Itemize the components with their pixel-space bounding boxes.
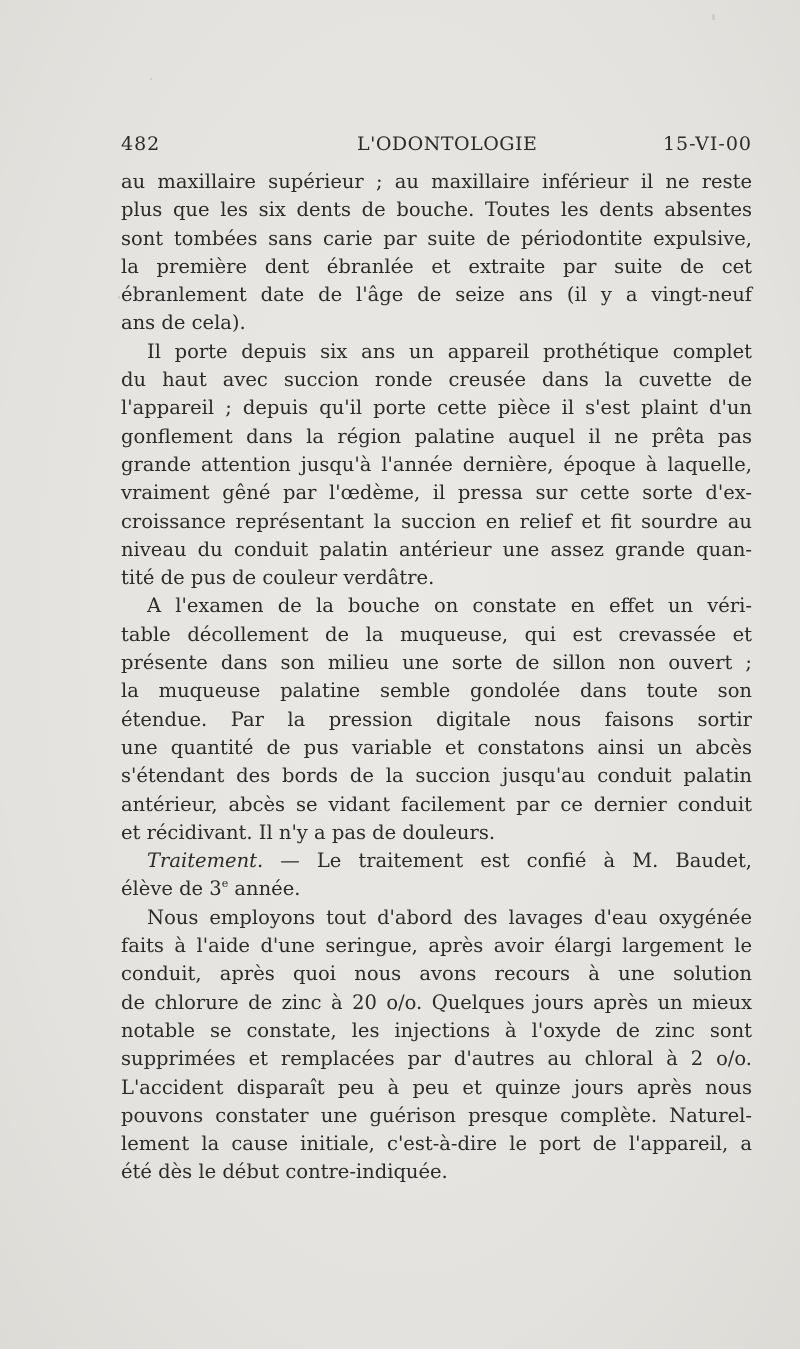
line-text: année. <box>228 877 301 901</box>
text-line: et récidivant. Il n'y a pas de douleurs. <box>121 820 496 844</box>
text-line: du haut avec succion ronde creusée dans la cuvette de <box>121 368 752 392</box>
text-line <box>121 847 752 875</box>
superscript: e <box>221 877 229 891</box>
text-line: lement la cause initiale, c'est-à-dire le port de l'appareil, a <box>121 1132 752 1156</box>
text-line: table décollement de la muqueuse, qui est crevassée et <box>121 622 752 646</box>
text-line: ans de cela). <box>121 311 246 335</box>
text-line: antérieur, abcès se vidant facilement par ce dernier conduit <box>121 792 752 816</box>
text-line: conduit, après quoi nous avons recours à une solution <box>121 962 752 986</box>
line-text: élève de 3 <box>121 877 222 901</box>
text-line: de chlorure de zinc à 20 o/o. Quelques jours après un mieux <box>121 990 752 1014</box>
text-line: croissance représentant la succion en relief et fit sourdre au <box>121 509 752 533</box>
section-label: Traitement. <box>147 849 264 873</box>
text-line: Il porte depuis six ans un appareil prothétique complet <box>147 339 752 363</box>
text-line: grande attention jusqu'à l'année dernière, époque à laquelle, <box>121 452 752 476</box>
text-line: pouvons constater une guérison presque complète. Naturel- <box>121 1103 752 1127</box>
text-line: l'appareil ; depuis qu'il porte cette pièce il s'est plaint d'un <box>121 396 752 420</box>
paper-speck <box>118 296 120 299</box>
text-line: vraiment gêné par l'œdème, il pressa sur cette sorte d'ex- <box>121 481 752 505</box>
text-line: sont tombées sans carie par suite de périodontite expulsive, <box>121 226 752 250</box>
text-line: étendue. Par la pression digitale nous faisons sortir <box>121 707 752 731</box>
paper-speck <box>150 78 152 80</box>
journal-title: L'ODONTOLOGIE <box>357 133 538 155</box>
text-line: la première dent ébranlée et extraite par suite de cet <box>121 254 752 278</box>
text-line: Nous employons tout d'abord des lavages d'eau oxygénée <box>147 905 752 929</box>
running-header <box>121 133 752 159</box>
text-line <box>121 875 752 903</box>
text-line: faits à l'aide d'une seringue, après avoir élargi largement le <box>121 934 752 958</box>
text-line: tité de pus de couleur verdâtre. <box>121 566 435 590</box>
text-line: été dès le début contre-indiquée. <box>121 1160 448 1184</box>
text-line: notable se constate, les injections à l'oxyde de zinc sont <box>121 1018 752 1042</box>
text-line: niveau du conduit palatin antérieur une assez grande quan- <box>121 537 752 561</box>
text-line: plus que les six dents de bouche. Toutes les dents absentes <box>121 198 752 222</box>
line-text: — Le traitement est confié à M. Baudet, <box>263 849 752 873</box>
text-line: ébranlement date de l'âge de seize ans (il y a vingt-neuf <box>121 283 752 307</box>
text-line: A l'examen de la bouche on constate en effet un véri- <box>147 594 752 618</box>
text-line: une quantité de pus variable et constatons ainsi un abcès <box>121 735 752 759</box>
body-text <box>121 168 752 1187</box>
issue-date: 15-VI-00 <box>662 133 752 155</box>
page-number: 482 <box>121 133 161 155</box>
text-line: s'étendant des bords de la succion jusqu'au conduit palatin <box>121 764 752 788</box>
text-line: L'accident disparaît peu à peu et quinze jours après nous <box>121 1075 752 1099</box>
text-line: présente dans son milieu une sorte de sillon non ouvert ; <box>121 651 752 675</box>
paper-speck <box>712 14 715 20</box>
text-line: au maxillaire supérieur ; au maxillaire inférieur il ne reste <box>121 170 752 193</box>
text-line: supprimées et remplacées par d'autres au chloral à 2 o/o. <box>121 1047 752 1071</box>
text-line: gonflement dans la région palatine auquel il ne prêta pas <box>121 424 752 448</box>
text-line: la muqueuse palatine semble gondolée dans toute son <box>121 679 752 703</box>
